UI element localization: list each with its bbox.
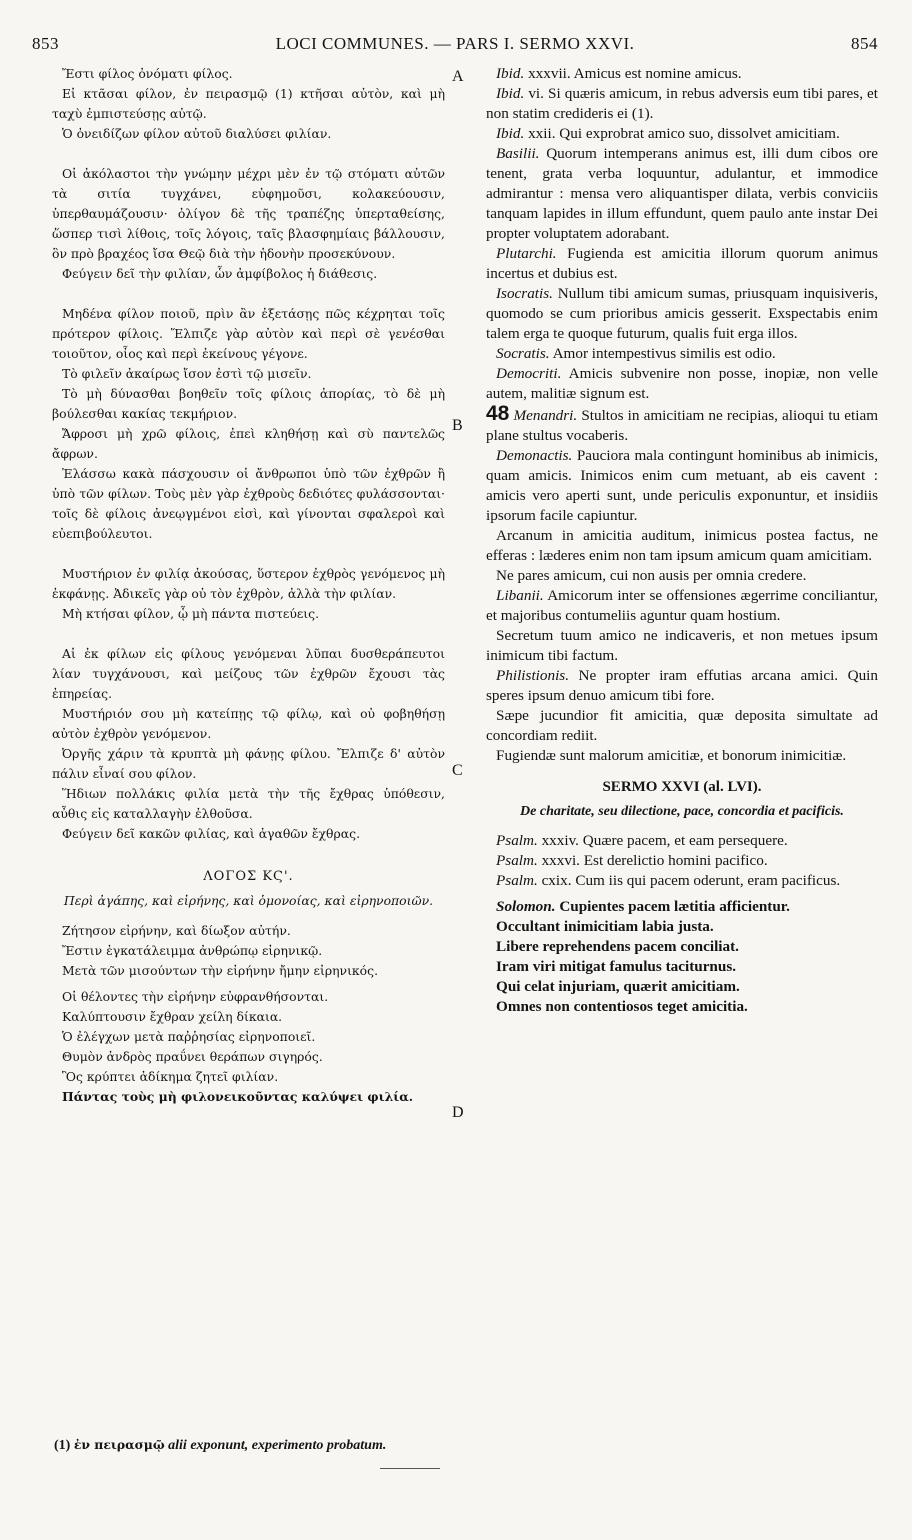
source-name: Ibid. bbox=[496, 65, 525, 82]
greek-paragraph: Οἱ ἀκόλαστοι τὴν γνώμην μέχρι μὲν ἐν τῷ στόματι αὐτῶν τὰ σιτία τυγχάνει, εὐφημοῦσι, κολακεύουσιν, ὑπερθαυμάζουσιν· ὀλίγον δὲ τῆς τραπέζης ὑπερταθείσης, ὥσπερ τισὶ λίθοις, τοῖς λόγοις, ταῖς βλασφημίαις βάλλουσιν, ὃν πρὸ βραχέος ἴσα Θεῷ διὰ τὴν ἡδονὴν προσεκύνουν. bbox=[52, 166, 445, 261]
latin-text: Nullum tibi amicum sumas, priusquam inquisiveris, quomodo se cum prioribus amicis gesserit. Exspectabis enim talem erga te quoque futurum, qualis fuit erga illos. bbox=[486, 285, 879, 342]
latin-text: Fugienda est amicitia illorum quorum animus incertus et dubius est. bbox=[486, 245, 878, 282]
greek-paragraph: Τὸ φιλεῖν ἀκαίρως ἴσον ἐστὶ τῷ μισεῖν. bbox=[62, 366, 312, 381]
latin-paragraph bbox=[486, 64, 878, 84]
latin-line: Iram viri mitigat famulus taciturnus. bbox=[496, 958, 737, 975]
latin-line bbox=[486, 871, 878, 891]
greek-column bbox=[52, 64, 445, 1107]
running-title: LOCI COMMUNES. — PARS I. SERMO XXVI. bbox=[275, 34, 635, 53]
margin-marker-b: B bbox=[452, 417, 463, 434]
source-name: Isocratis. bbox=[496, 285, 553, 302]
greek-paragraph: Μυστήριόν σου μὴ κατείπῃς τῷ φίλῳ, καὶ οὐ φοβηθήσῃ αὐτὸν ἐχθρὸν γενόμενον. bbox=[52, 706, 445, 741]
footer-rule bbox=[380, 1468, 440, 1469]
greek-line: Ἔστιν ἐγκατάλειμμα ἀνθρώπῳ εἰρηνικῷ. bbox=[62, 943, 323, 958]
latin-paragraph bbox=[486, 586, 878, 626]
latin-paragraph bbox=[486, 244, 878, 284]
source-name: Plutarchi. bbox=[496, 245, 557, 262]
latin-line: Omnes non contentiosos teget amicitia. bbox=[496, 998, 748, 1015]
latin-line bbox=[486, 831, 878, 851]
source-name: Solomon. bbox=[496, 898, 556, 915]
latin-text: Ne propter iram effutias arcana amici. Quin speres ipsum denuo amicum tibi fore. bbox=[486, 667, 878, 704]
latin-text: Quære pacem, et eam persequere. bbox=[582, 832, 788, 849]
source-name: Basilii. bbox=[496, 145, 540, 162]
source-name: Psalm. bbox=[496, 852, 538, 869]
margin-marker-a: A bbox=[452, 68, 464, 85]
greek-line: Οἱ θέλοντες τὴν εἰρήνην εὐφρανθήσονται. bbox=[62, 989, 329, 1004]
greek-paragraph: Ἐλάσσω κακὰ πάσχουσιν οἱ ἄνθρωποι ὑπὸ τῶν ἐχθρῶν ἢ ὑπὸ τῶν φίλων. Τοὺς μὲν γὰρ ἐχθροὺς δεδιότες φυλάσσονται· τοῖς δὲ φίλοις ἀνεῳγμένοι εἰσὶ, καὶ γίνονται σφαλεροὶ καὶ εὐεπιβούλευτοι. bbox=[52, 466, 445, 541]
source-ref: xxxvi. bbox=[541, 852, 580, 869]
latin-section-title: SERMO XXVI (al. LVI). bbox=[602, 779, 762, 795]
latin-paragraph bbox=[486, 284, 878, 344]
source-name: Demonactis. bbox=[496, 447, 573, 464]
latin-paragraph: Ne pares amicum, cui non ausis per omnia credere. bbox=[496, 567, 807, 584]
greek-paragraph: Ἥδιων πολλάκις φιλία μετὰ τὴν τῆς ἔχθρας ὑπόθεσιν, αὖθις εἰς καταλλαγὴν ἐλθοῦσα. bbox=[52, 786, 445, 821]
latin-paragraph: Fugiendæ sunt malorum amicitiæ, et bonorum inimicitiæ. bbox=[496, 747, 847, 764]
latin-paragraph bbox=[486, 124, 878, 144]
latin-paragraph bbox=[486, 144, 878, 244]
greek-line: Καλύπτουσιν ἔχθραν χείλη δίκαια. bbox=[62, 1009, 283, 1024]
greek-paragraph: Μὴ κτήσαι φίλον, ᾧ μὴ πάντα πιστεύεις. bbox=[62, 606, 320, 621]
greek-line: Ὃς κρύπτει ἀδίκημα ζητεῖ φιλίαν. bbox=[62, 1069, 279, 1084]
page-header bbox=[32, 34, 878, 58]
margin-marker-d: D bbox=[452, 1104, 464, 1121]
latin-line: Qui celat injuriam, quærit amicitiam. bbox=[496, 978, 740, 995]
latin-text: Amicis subvenire non posse, inopiæ, non velle autem, malitiæ signum est. bbox=[486, 365, 879, 402]
source-ref: xxii. bbox=[528, 125, 556, 142]
latin-text: Cum iis qui pacem oderunt, eram pacificus. bbox=[575, 872, 841, 889]
footnote-number: (1) bbox=[54, 1438, 71, 1453]
greek-line: Μετὰ τῶν μισούντων τὴν εἰρήνην ἤμην εἰρηνικός. bbox=[62, 963, 379, 978]
latin-paragraph bbox=[486, 446, 878, 526]
source-name: Socratis. bbox=[496, 345, 550, 362]
greek-paragraph: Φεύγειν δεῖ κακῶν φιλίας, καὶ ἀγαθῶν ἔχθρας. bbox=[62, 826, 361, 841]
latin-paragraph bbox=[486, 404, 878, 446]
footnote-text: alii exponunt, experimento probatum. bbox=[168, 1438, 387, 1453]
greek-line: Ζήτησον εἰρήνην, καὶ δίωξον αὐτήν. bbox=[62, 923, 291, 938]
greek-paragraph: Τὸ μὴ δύνασθαι βοηθεῖν τοῖς φίλοις ἀπορίας, τὸ δὲ μὴ βούλεσθαι κακίας τεκμήριον. bbox=[52, 386, 445, 421]
greek-paragraph: Αἱ ἐκ φίλων εἰς φίλους γενόμεναι λῦπαι δυσθεράπευτοι λίαν τυγχάνουσι, καὶ μείζους τῶν ἐχθρῶν ἔχουσι τὰς ἐπηρείας. bbox=[52, 646, 445, 701]
greek-line: Θυμὸν ἀνδρὸς πραΰνει θεράπων σιγηρός. bbox=[62, 1049, 323, 1064]
latin-text: Pauciora mala contingunt hominibus ab inimicis, quam amicis. Inimicos enim cum metuant, ab eis cavent : amicis vero aperti sunt, unde periculis exponuntur, et insidiis ipsorum facile capiuntur. bbox=[486, 447, 879, 524]
footnote-greek: ἐν πειρασμῷ bbox=[73, 1437, 165, 1452]
latin-text: Quorum intemperans animus est, illi dum cibos ore tenent, grata verba loquuntur, adulantur, et immodice admirantur : mensa vero aliquantisper dilata, verbis conviciis tanquam lapides in illum effundunt, quem paulo ante instar Dei propter voluptatem adorabant. bbox=[486, 145, 879, 242]
latin-paragraph: Sæpe jucundior fit amicitia, quæ deposita simultate ad concordiam rediit. bbox=[486, 707, 878, 744]
greek-section-title: ΛΟΓΟΣ ΚϚ'. bbox=[203, 869, 294, 884]
greek-paragraph: Μηδένα φίλον ποιοῦ, πρὶν ἂν ἐξετάσῃς πῶς κέχρηται τοῖς πρότερον φίλοις. Ἔλπιζε γὰρ αὐτὸν καὶ περὶ σὲ γενέσθαι τοιοῦτον, οἷος καὶ περὶ ἐκείνους γέγονε. bbox=[52, 306, 445, 361]
greek-paragraph: Μυστήριον ἐν φιλίᾳ ἀκούσας, ὕστερον ἐχθρὸς γενόμενος μὴ ἐκφάνῃς. Ἀδικεῖς γὰρ οὐ τὸν ἐχθρὸν, ἀλλὰ τὴν φιλίαν. bbox=[52, 566, 445, 601]
latin-section-subtitle: De charitate, seu dilectione, pace, concordia et pacificis. bbox=[520, 804, 844, 819]
latin-paragraph: Arcanum in amicitia auditum, inimicus postea factus, ne efferas : læderes enim non tam ipsum amicum quam amicitiam. bbox=[486, 527, 878, 564]
greek-line: Ὁ ἐλέγχων μετὰ παῤῥησίας εἰρηνοποιεῖ. bbox=[62, 1029, 316, 1044]
greek-paragraph: Ἄφροσι μὴ χρῶ φίλοις, ἐπεὶ κληθήσῃ καὶ σὺ παντελῶς ἄφρων. bbox=[52, 426, 445, 461]
latin-paragraph bbox=[486, 344, 878, 364]
greek-paragraph: Εἰ κτᾶσαι φίλον, ἐν πειρασμῷ (1) κτῆσαι αὐτὸν, καὶ μὴ ταχὺ ἐμπιστεύσῃς αὐτῷ. bbox=[52, 86, 445, 121]
greek-section-subtitle: Περὶ ἀγάπης, καὶ εἰρήνης, καὶ ὁμονοίας, καὶ εἰρηνοποιῶν. bbox=[63, 893, 434, 908]
greek-paragraph: Φεύγειν δεῖ τὴν φιλίαν, ὧν ἀμφίβολος ἡ διάθεσις. bbox=[62, 266, 378, 281]
greek-paragraph: Ὀργῆς χάριν τὰ κρυπτὰ μὴ φάνῃς φίλου. Ἔλπιζε δ' αὐτὸν πάλιν εἶναί σου φίλον. bbox=[52, 746, 445, 781]
source-ref: cxix. bbox=[541, 872, 572, 889]
latin-text: Stultos in amicitiam ne recipias, alioqui tu etiam plane stultus vocaberis. bbox=[486, 407, 879, 444]
latin-line: Libere reprehendens pacem conciliat. bbox=[496, 938, 739, 955]
source-ref: xxxvii. bbox=[528, 65, 571, 82]
source-name: Democriti. bbox=[496, 365, 562, 382]
source-name: Libanii. bbox=[496, 587, 544, 604]
latin-line bbox=[486, 897, 878, 917]
latin-paragraph: Secretum tuum amico ne indicaveris, et non metues ipsum inimicum tibi factum. bbox=[486, 627, 878, 664]
latin-text: Amor intempestivus similis est odio. bbox=[552, 345, 776, 362]
source-name: Philistionis. bbox=[496, 667, 569, 684]
latin-text: Amicus est nomine amicus. bbox=[573, 65, 742, 82]
latin-text: Amicorum inter se offensiones ægerrime conciliantur, et majoribus contumeliis aguntur quam hostium. bbox=[486, 587, 878, 624]
column-number: 48 bbox=[486, 402, 510, 425]
latin-text: Qui exprobrat amico suo, dissolvet amicitiam. bbox=[559, 125, 840, 142]
latin-column bbox=[486, 64, 878, 1017]
source-ref: xxxiv. bbox=[541, 832, 579, 849]
latin-paragraph bbox=[486, 364, 878, 404]
margin-marker-c: C bbox=[452, 762, 463, 779]
source-name: Ibid. bbox=[496, 85, 525, 102]
latin-line bbox=[486, 851, 878, 871]
footnote bbox=[54, 1437, 654, 1454]
source-ref: vi. bbox=[528, 85, 544, 102]
latin-paragraph bbox=[486, 666, 878, 706]
greek-line: Πάντας τοὺς μὴ φιλονεικοῦντας καλύψει φιλία. bbox=[62, 1089, 414, 1104]
page-number-left: 853 bbox=[32, 34, 59, 53]
greek-paragraph: Ἔστι φίλος ὀνόματι φίλος. bbox=[62, 66, 233, 81]
latin-line: Occultant inimicitiam labia justa. bbox=[496, 918, 714, 935]
latin-text: Si quæris amicum, in rebus adversis eum tibi pares, et non statim credideris ei (1). bbox=[486, 85, 879, 122]
latin-paragraph bbox=[486, 84, 878, 124]
source-name: Psalm. bbox=[496, 872, 538, 889]
latin-text: Est derelictio homini pacifico. bbox=[583, 852, 768, 869]
source-name: Ibid. bbox=[496, 125, 525, 142]
latin-text: Cupientes pacem lætitia afficientur. bbox=[559, 898, 790, 915]
source-name: Menandri. bbox=[513, 407, 578, 424]
page-number-right: 854 bbox=[851, 34, 878, 53]
source-name: Psalm. bbox=[496, 832, 538, 849]
greek-paragraph: Ὁ ὀνειδίζων φίλον αὐτοῦ διαλύσει φιλίαν. bbox=[62, 126, 332, 141]
